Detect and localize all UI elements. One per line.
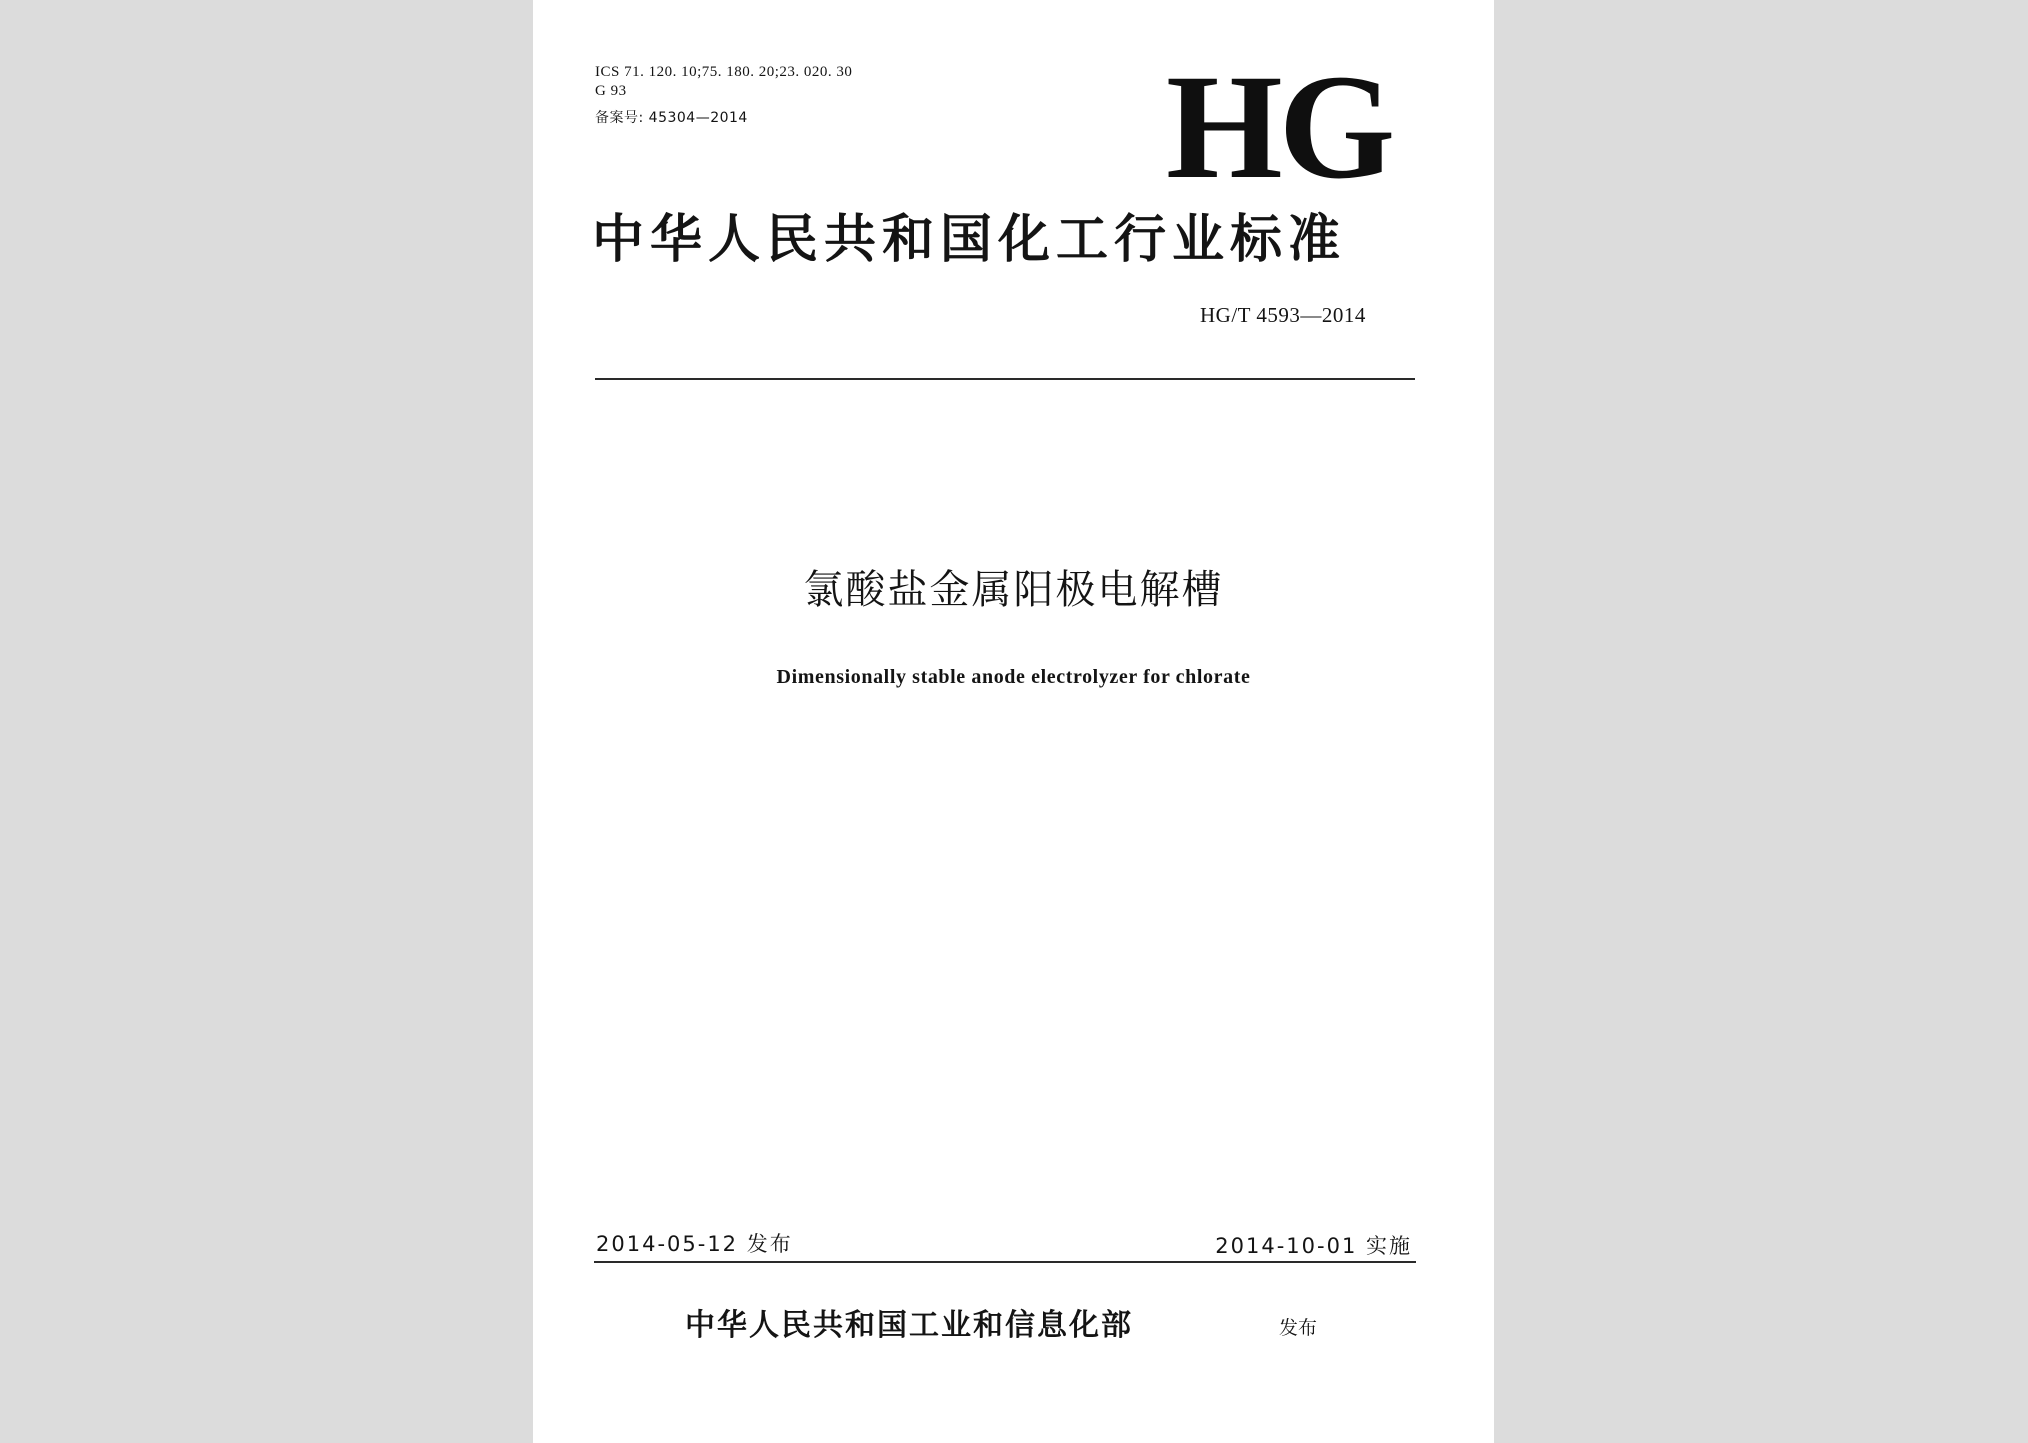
issue-date: 2014-05-12 发布 [596, 1232, 793, 1256]
document-title-chinese: 氯酸盐金属阳极电解槽 [803, 567, 1224, 613]
record-number: 备案号: 45304—2014 [595, 110, 748, 126]
standard-category-title: 中华人民共和国化工行业标准 [592, 209, 1347, 270]
ics-code: ICS 71. 120. 10;75. 180. 20;23. 020. 30 [595, 64, 853, 80]
issuer-action-label: 发布 [1279, 1317, 1318, 1339]
hg-logo: HG [1166, 44, 1392, 210]
document-cover-page [533, 0, 1494, 1443]
standard-number: HG/T 4593—2014 [1200, 303, 1366, 327]
top-divider [595, 378, 1415, 380]
ccs-code: G 93 [595, 83, 627, 99]
implementation-date: 2014-10-01 实施 [1215, 1234, 1412, 1258]
bottom-divider [594, 1261, 1416, 1263]
document-title-english: Dimensionally stable anode electrolyzer for chlorate [776, 666, 1251, 688]
issuing-authority: 中华人民共和国工业和信息化部 [685, 1308, 1133, 1343]
